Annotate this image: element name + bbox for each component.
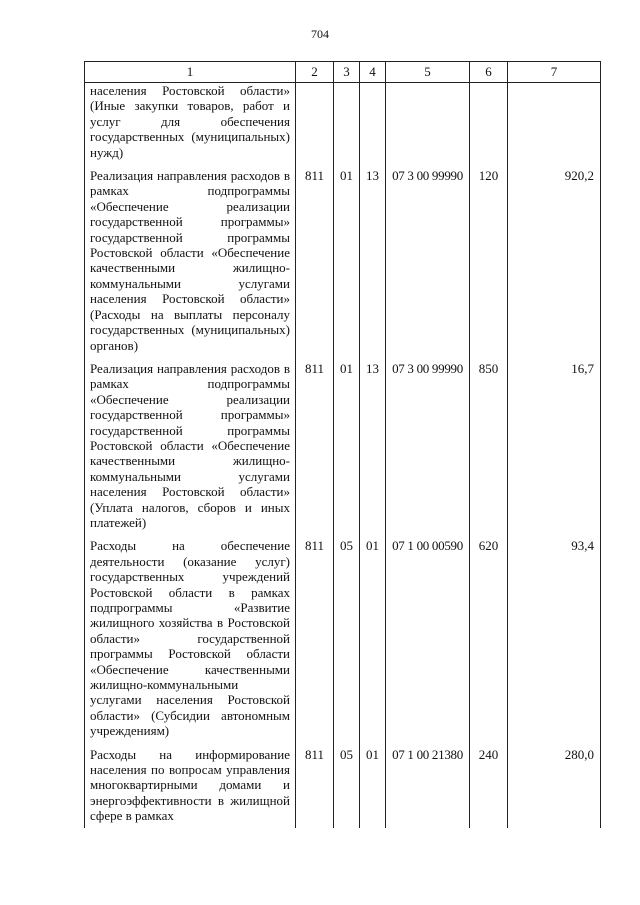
row-target-article: 07 1 00 00590 — [386, 534, 470, 742]
row-description: Реализация направления расходов в рамках подпрограммы «Обеспечение реализации государственной программы» государственной программы Ростовской области «Обеспечение качественными жилищно-коммунальными услугами населения Ростовской области» (Уплата налогов, сборов и иных платежей) — [85, 357, 296, 534]
column-header-amount: 7 — [508, 62, 601, 83]
budget-table — [84, 61, 601, 828]
row-description: Расходы на информирование населения по вопросам управления многоквартирными домами и энергоэффективности в жилищной сфере в рамках — [85, 743, 296, 828]
row-section: 05 — [334, 743, 360, 828]
row-target-article — [386, 83, 470, 165]
row-subsection: 01 — [360, 743, 386, 828]
table-row — [85, 743, 601, 828]
row-target-article: 07 3 00 99990 — [386, 357, 470, 534]
row-subsection — [360, 83, 386, 165]
column-header-target-article: 5 — [386, 62, 470, 83]
row-section — [334, 83, 360, 165]
header-row — [85, 62, 601, 83]
row-subsection: 01 — [360, 534, 386, 742]
column-header-subsection: 4 — [360, 62, 386, 83]
row-expense-type: 240 — [470, 743, 508, 828]
row-amount — [508, 83, 601, 165]
table-header — [85, 62, 601, 83]
table-row — [85, 164, 601, 357]
column-header-section: 3 — [334, 62, 360, 83]
row-section: 01 — [334, 164, 360, 357]
row-description: Расходы на обеспечение деятельности (оказание услуг) государственных учреждений Ростовской области в рамках подпрограммы «Развитие жилищного хозяйства в Ростовской области» государственной программы Ростовской области «Обеспечение качественными жилищно-коммунальными услугами населения Ростовской области» (Субсидии автономным учреждениям) — [85, 534, 296, 742]
row-ministry: 811 — [296, 357, 334, 534]
row-description: населения Ростовской области» (Иные закупки товаров, работ и услуг для обеспечения государственных (муниципальных) нужд) — [85, 83, 296, 165]
row-subsection: 13 — [360, 357, 386, 534]
row-subsection: 13 — [360, 164, 386, 357]
column-header-expense-type: 6 — [470, 62, 508, 83]
row-ministry: 811 — [296, 164, 334, 357]
page-number: 704 — [311, 27, 329, 41]
row-section: 01 — [334, 357, 360, 534]
row-amount: 280,0 — [508, 743, 601, 828]
row-ministry: 811 — [296, 743, 334, 828]
table-row — [85, 357, 601, 534]
row-expense-type — [470, 83, 508, 165]
table-row — [85, 534, 601, 742]
row-ministry — [296, 83, 334, 165]
row-expense-type: 620 — [470, 534, 508, 742]
row-target-article: 07 1 00 21380 — [386, 743, 470, 828]
row-amount: 16,7 — [508, 357, 601, 534]
table-body — [85, 83, 601, 828]
row-amount: 920,2 — [508, 164, 601, 357]
row-section: 05 — [334, 534, 360, 742]
row-amount: 93,4 — [508, 534, 601, 742]
row-description: Реализация направления расходов в рамках подпрограммы «Обеспечение реализации государственной программы» государственной программы Ростовской области «Обеспечение качественными жилищно-коммунальными услугами населения Ростовской области» (Расходы на выплаты персоналу государственных (муниципальных) органов) — [85, 164, 296, 357]
row-expense-type: 850 — [470, 357, 508, 534]
table-row — [85, 83, 601, 165]
column-header-ministry: 2 — [296, 62, 334, 83]
row-target-article: 07 3 00 99990 — [386, 164, 470, 357]
row-expense-type: 120 — [470, 164, 508, 357]
column-header-description: 1 — [85, 62, 296, 83]
row-ministry: 811 — [296, 534, 334, 742]
